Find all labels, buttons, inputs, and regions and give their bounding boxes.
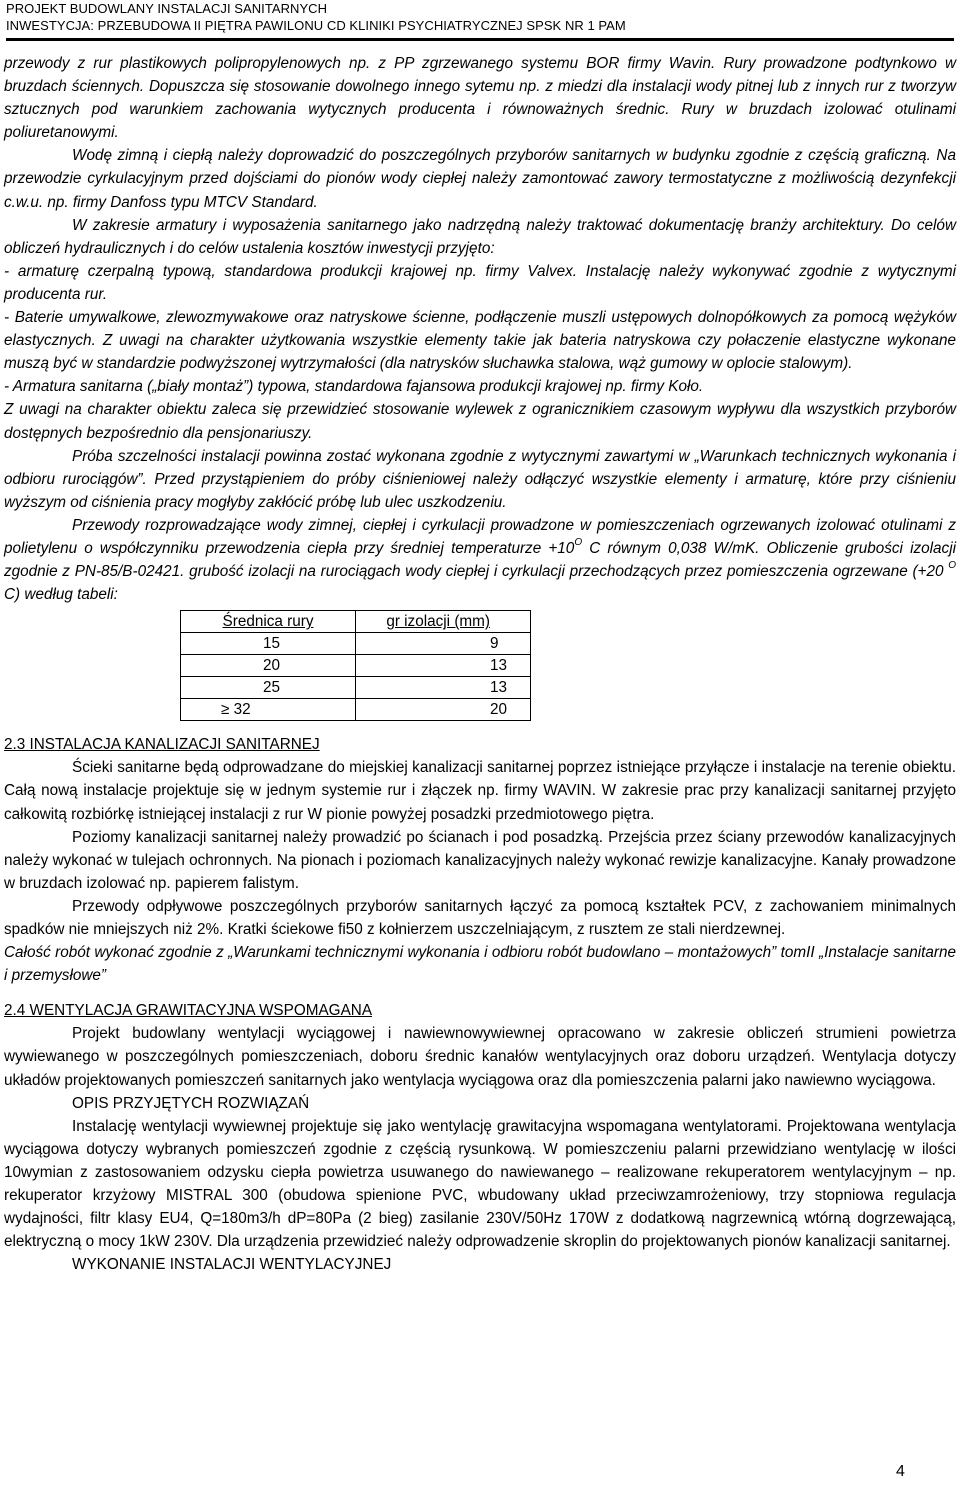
table-cell-diameter: 20	[181, 655, 356, 677]
document-body	[4, 52, 956, 1276]
table-header-diameter: Średnica rury	[181, 611, 356, 633]
table-row	[181, 699, 531, 721]
paragraph-ventilation-intro: Projekt budowlany wentylacji wyciągowej i nawiewnowywiewnej opracowano w zakresie obliczeń strumieni powietrza wywiewanego w poszczególnych pomieszczeniach, doboru średnic kanałów wentylacyjnych oraz doboru urządzeń. Wentylacja dotyczy układów projektowanych pomieszczeń sanitarnych jako wentylacja wyciągowa oraz dla pomieszczenia palarni jako nawiewno wyciągowa.	[4, 1025, 956, 1089]
table-row	[181, 633, 531, 655]
table-cell-diameter: 25	[181, 677, 356, 699]
degree-superscript: O	[574, 536, 583, 548]
table-cell-insulation: 9	[356, 633, 531, 655]
section-title-sewage: 2.3 INSTALACJA KANALIZACJI SANITARNEJ	[4, 736, 320, 754]
header-divider	[6, 38, 954, 41]
paragraph-pipes-material: przewody z rur plastikowych polipropylenowych np. z PP zgrzewanego systemu BOR firmy Wavin. Rury prowadzone podtynkowo w bruzdach ściennych. Dopuszcza się stosowanie dowolnego innego sytemu np. z miedzi dla instalacji wody pitnej lub z innych rur z tworzyw sztucznych pod warunkiem zachowania wytycznych producenta i równoważnych średnic. Rury w bruzdach izolować otulinami poliuretanowymi.	[4, 55, 956, 142]
paragraph-sewage-levels: Poziomy kanalizacji sanitarnej należy prowadzić po ścianach i pod posadzką. Przejścia przez ściany przewodów kanalizacyjnych należy wykonać w tulejach ochronnych. Na pionach i poziomach kanalizacyjnych należy wykonać rewizje kanalizacyjne. Kanały prowadzone w bruzdach izolować np. papierem falistym.	[4, 828, 956, 892]
insulation-text-part3: C) według tabeli:	[4, 586, 118, 604]
paragraph-sanitary-ware: - Armatura sanitarna („biały montaż”) typowa, standardowa fajansowa produkcji krajowej np. firmy Koło.	[4, 378, 704, 396]
table-cell-diameter: ≥ 32	[181, 699, 356, 721]
subsection-title-solutions: OPIS PRZYJĘTYCH ROZWIĄZAŃ	[72, 1094, 310, 1112]
table-cell-insulation: 13	[356, 655, 531, 677]
paragraph-mixers: - Baterie umywalkowe, zlewozmywakowe oraz natryskowe ścienne, podłączenie muszli ustępowych dolnopółkowych za pomocą wężyków elastycznych. Z uwagi na charakter użytkowania wszystkie elementy takie jak bateria natryskowa czy połaczenie elastyczne wykonane muszą być w standardzie podwyższonej wytrzymałości (dla natrysków słuchawka stalowa, wąż gumowy w oplocie stalowym).	[4, 309, 956, 373]
header-investment: INWESTYCJA: PRZEBUDOWA II PIĘTRA PAWILONU CD KLINIKI PSYCHIATRYCZNEJ SPSK NR 1 PAM	[6, 18, 626, 33]
header-project-title: PROJEKT BUDOWLANY INSTALACJI SANITARNYCH	[6, 1, 328, 16]
paragraph-ventilation-solutions: Instalację wentylacji wywiewnej projektuje się jako wentylację grawitacyjna wspomagana wentylatorami. Projektowana wentylacja wyciągowa dotyczy wybranych pomieszczeń zgodnie z częścią rysunkową. W pomieszczeniu palarni przewidziano wentylację w ilości 10wymian z zastosowaniem odzysku ciepła powietrza usuwanego do nawiewanego – realizowane rekuperatorem wentylacyjnym – np. rekuperator krzyżowy MISTRAL 300 (obudowa spienione PVC, wbudowany układ przeciwzamrożeniowy, trzy stopniowa regulacja wydajności, filtr klasy EU4, Q=180m3/h dP=80Pa (2 bieg) zasilanie 230V/50Hz 170W z dodatkową nagrzewnicą wtórną dogrzewającą, elektryczną o mocy 1kW 230V. Dla urządzenia przewidzieć należy odprowadzenie skroplin do projektowanych pionów kanalizacji sanitarnej.	[4, 1117, 956, 1251]
insulation-text-part2: C równym 0,038 W/mK. Obliczenie grubości izolacji zgodnie z PN-85/B-02421. grubość izolacji na rurociągach wody ciepłej i cyrkulacji przechodzących przez pomieszczenia ogrzewane (+20	[4, 539, 956, 581]
paragraph-fittings-scope: W zakresie armatury i wyposażenia sanitarnego jako nadrzędną należy traktować dokumentację branży architektury. Do celów obliczeń hydraulicznych i do celów ustalenia kosztów inwestycji przyjęto:	[4, 216, 956, 257]
table-row	[181, 677, 531, 699]
paragraph-pressure-test: Próba szczelności instalacji powinna zostać wykonana zgodnie z wytycznymi zawartymi w „Warunkach technicznych wykonania i odbioru rurociągów”. Przed przystąpieniem do próby ciśnieniowej należy odłączyć wszystkie elementy i armaturę, które przy ciśnieniu wyższym od ciśnienia pracy mogłyby zakłócić próbę lub ulec uszkodzeniu.	[4, 447, 956, 511]
paragraph-sewage-intro: Ścieki sanitarne będą odprowadzane do miejskiej kanalizacji sanitarnej poprzez istniejące przyłącze i instalacje na terenie obiektu. Całą nową instalacje projektuje się w jednym systemie rur i złączek np. firmy WAVIN. W zakresie prac przy kanalizacji sanitarnej przyjęto całkowitą rozbiórkę istniejącej instalacji z rur W pionie powyżej posadzki przedmiotowego piętra.	[4, 759, 956, 823]
paragraph-works-standards: Całość robót wykonać zgodnie z „Warunkami technicznymi wykonania i odbioru robót budowlano – montażowych” tomII „Instalacje sanitarne i przemysłowe”	[4, 944, 956, 985]
subsection-title-installation: WYKONANIE INSTALACJI WENTYLACYJNEJ	[72, 1256, 392, 1274]
insulation-table	[180, 610, 531, 721]
paragraph-draw-off-fittings: - armaturę czerpalną typową, standardowa produkcji krajowej np. firmy Valvex. Instalację należy wykonywać zgodnie z wytycznymi producenta rur.	[4, 262, 956, 303]
paragraph-time-limited-outlets: Z uwagi na charakter obiektu zaleca się przewidzieć stosowanie wylewek z ogranicznikiem czasowym wypływu dla wszystkich przyborów dostępnych bezpośrednio dla pensjonariuszy.	[4, 401, 956, 442]
table-cell-insulation: 20	[356, 699, 531, 721]
table-row	[181, 655, 531, 677]
page-header	[6, 0, 954, 41]
table-cell-diameter: 15	[181, 633, 356, 655]
table-cell-insulation: 13	[356, 677, 531, 699]
section-title-ventilation: 2.4 WENTYLACJA GRAWITACYJNA WSPOMAGANA	[4, 1002, 373, 1020]
paragraph-drain-pipes: Przewody odpływowe poszczególnych przyborów sanitarnych łączyć za pomocą kształtek PCV, z zachowaniem minimalnych spadków nie mniejszych niż 2%. Kratki ściekowe fi50 z kołnierzem uszczelniającym, z rusztem ze stali nierdzewnej.	[4, 897, 956, 938]
paragraph-insulation	[4, 514, 956, 606]
table-header-insulation: gr izolacji (mm)	[356, 611, 531, 633]
degree-superscript: O	[948, 559, 956, 571]
insulation-text-part1: Przewody rozprowadzające wody zimnej, ciepłej i cyrkulacji prowadzone w pomieszczeniach ogrzewanych izolować otulinami z polietylenu o współczynniku przewodzenia ciepła przy średniej temperaturze +10	[4, 516, 956, 557]
paragraph-water-supply: Wodę zimną i ciepłą należy doprowadzić do poszczególnych przyborów sanitarnych w budynku zgodnie z częścią graficzną. Na przewodzie cyrkulacyjnym przed dojściami do pionów wody ciepłej należy zamontować zawory termostatyczne z możliwością dezynfekcji c.w.u. np. firmy Danfoss typu MTCV Standard.	[4, 147, 956, 211]
table-header-row	[181, 611, 531, 633]
page-number: 4	[896, 1463, 905, 1480]
